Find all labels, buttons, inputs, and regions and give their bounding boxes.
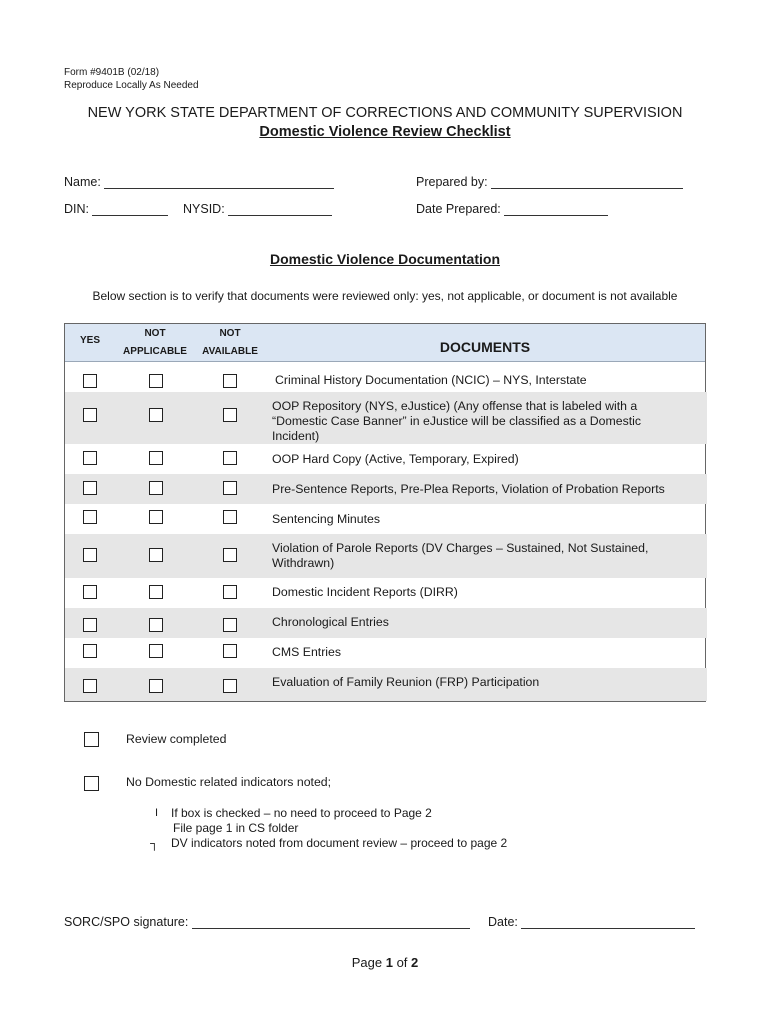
not-available-checkbox[interactable] [223,408,237,422]
section-instructions: Below section is to verify that documents were reviewed only: yes, not applicable, or document is not available [92,289,678,303]
document-label: OOP Hard Copy (Active, Temporary, Expired) [272,452,519,466]
form-number: Form #9401B (02/18) [64,67,160,78]
document-label: OOP Repository (NYS, eJustice) (Any offense that is labeled with a “Domestic Case Banner” in eJustice will be classified as a Domestic Incident) [272,399,642,443]
yes-checkbox[interactable] [83,510,97,524]
col-yes: YES [79,335,100,346]
col-not-available-1: NOT [219,328,241,339]
section-title: Domestic Violence Documentation [269,251,500,267]
yes-checkbox[interactable] [83,618,97,632]
yes-checkbox[interactable] [83,548,97,562]
page-number [0,955,770,970]
document-label: Sentencing Minutes [272,512,381,526]
of-word: of [396,955,408,970]
name-label: Name: [64,175,101,189]
yes-checkbox[interactable] [83,451,97,465]
signature-line[interactable] [192,916,470,929]
table-row [65,392,707,444]
signature-date-line[interactable] [521,916,695,929]
yes-checkbox[interactable] [83,585,97,599]
signature-label: SORC/SPO signature: [64,915,189,929]
not-applicable-checkbox[interactable] [149,618,163,632]
bullet-text: DV indicators noted from document review – proceed to page 2 [171,836,508,850]
table-row [65,668,707,701]
bullet-text: If box is checked – no need to proceed to Page 2 [171,806,432,820]
not-available-checkbox[interactable] [223,481,237,495]
signature-field[interactable] [64,915,470,929]
not-applicable-checkbox[interactable] [149,481,163,495]
not-applicable-checkbox[interactable] [149,548,163,562]
page-word: Page [351,955,383,970]
table-row [65,578,707,608]
name-field[interactable] [64,175,334,189]
not-available-checkbox[interactable] [223,585,237,599]
col-not-applicable-2: APPLICABLE [123,346,187,357]
not-applicable-checkbox[interactable] [149,510,163,524]
signature-date-label: Date: [488,915,518,929]
din-label: DIN: [64,202,89,216]
no-indicators-checkbox[interactable] [84,776,99,791]
din-field[interactable] [64,202,168,216]
document-label: CMS Entries [272,645,342,659]
date-prepared-field[interactable] [416,202,608,216]
bullet-subtext: File page 1 in CS folder [173,821,299,835]
prepared-by-line[interactable] [491,176,683,189]
not-available-checkbox[interactable] [223,548,237,562]
col-documents: DOCUMENTS [439,339,531,355]
yes-checkbox[interactable] [83,374,97,388]
document-label: Pre-Sentence Reports, Pre-Plea Reports, Violation of Probation Reports [272,482,665,496]
date-prepared-label: Date Prepared: [416,202,501,216]
yes-checkbox[interactable] [83,481,97,495]
not-applicable-checkbox[interactable] [149,374,163,388]
yes-checkbox[interactable] [83,679,97,693]
name-line[interactable] [104,176,334,189]
yes-checkbox[interactable] [83,644,97,658]
date-prepared-line[interactable] [504,203,608,216]
no-indicators-label: No Domestic related indicators noted; [126,775,332,789]
not-available-checkbox[interactable] [223,679,237,693]
nysid-field[interactable] [183,202,332,216]
not-applicable-checkbox[interactable] [149,585,163,599]
review-completed-label: Review completed [126,732,227,746]
table-row [65,474,707,504]
nysid-line[interactable] [228,203,332,216]
col-not-available-2: AVAILABLE [202,346,258,357]
signature-date-field[interactable] [488,915,695,929]
table-header [65,324,705,362]
not-available-checkbox[interactable] [223,451,237,465]
document-label: Violation of Parole Reports (DV Charges – Sustained, Not Sustained, Withdrawn) [272,541,649,570]
document-label: Criminal History Documentation (NCIC) – NYS, Interstate [275,373,587,387]
not-applicable-checkbox[interactable] [149,679,163,693]
not-available-checkbox[interactable] [223,618,237,632]
not-applicable-checkbox[interactable] [149,644,163,658]
col-not-applicable-1: NOT [144,328,166,339]
page-title: Domestic Violence Review Checklist [259,124,511,140]
table-row [65,444,707,474]
not-available-checkbox[interactable] [223,510,237,524]
bullet-mark: I [155,807,159,819]
document-label: Evaluation of Family Reunion (FRP) Participation [272,675,540,689]
prepared-by-field[interactable] [416,175,683,189]
bullet-mark: ┐ [150,836,159,850]
agency-title: NEW YORK STATE DEPARTMENT OF CORRECTIONS AND COMMUNITY SUPERVISION [87,105,683,121]
yes-checkbox[interactable] [83,408,97,422]
nysid-label: NYSID: [183,202,225,216]
prepared-by-label: Prepared by: [416,175,488,189]
din-line[interactable] [92,203,168,216]
table-row [65,504,707,534]
table-row [65,638,707,668]
document-label: Domestic Incident Reports (DIRR) [272,585,458,599]
table-row [65,534,707,578]
not-applicable-checkbox[interactable] [149,451,163,465]
not-applicable-checkbox[interactable] [149,408,163,422]
table-row [65,608,707,638]
table-row [65,362,707,392]
not-available-checkbox[interactable] [223,644,237,658]
reproduce-note: Reproduce Locally As Needed [64,80,199,91]
not-available-checkbox[interactable] [223,374,237,388]
page-total: 2 [411,955,419,970]
document-label: Chronological Entries [272,615,389,629]
review-completed-checkbox[interactable] [84,732,99,747]
page-current: 1 [385,955,393,970]
